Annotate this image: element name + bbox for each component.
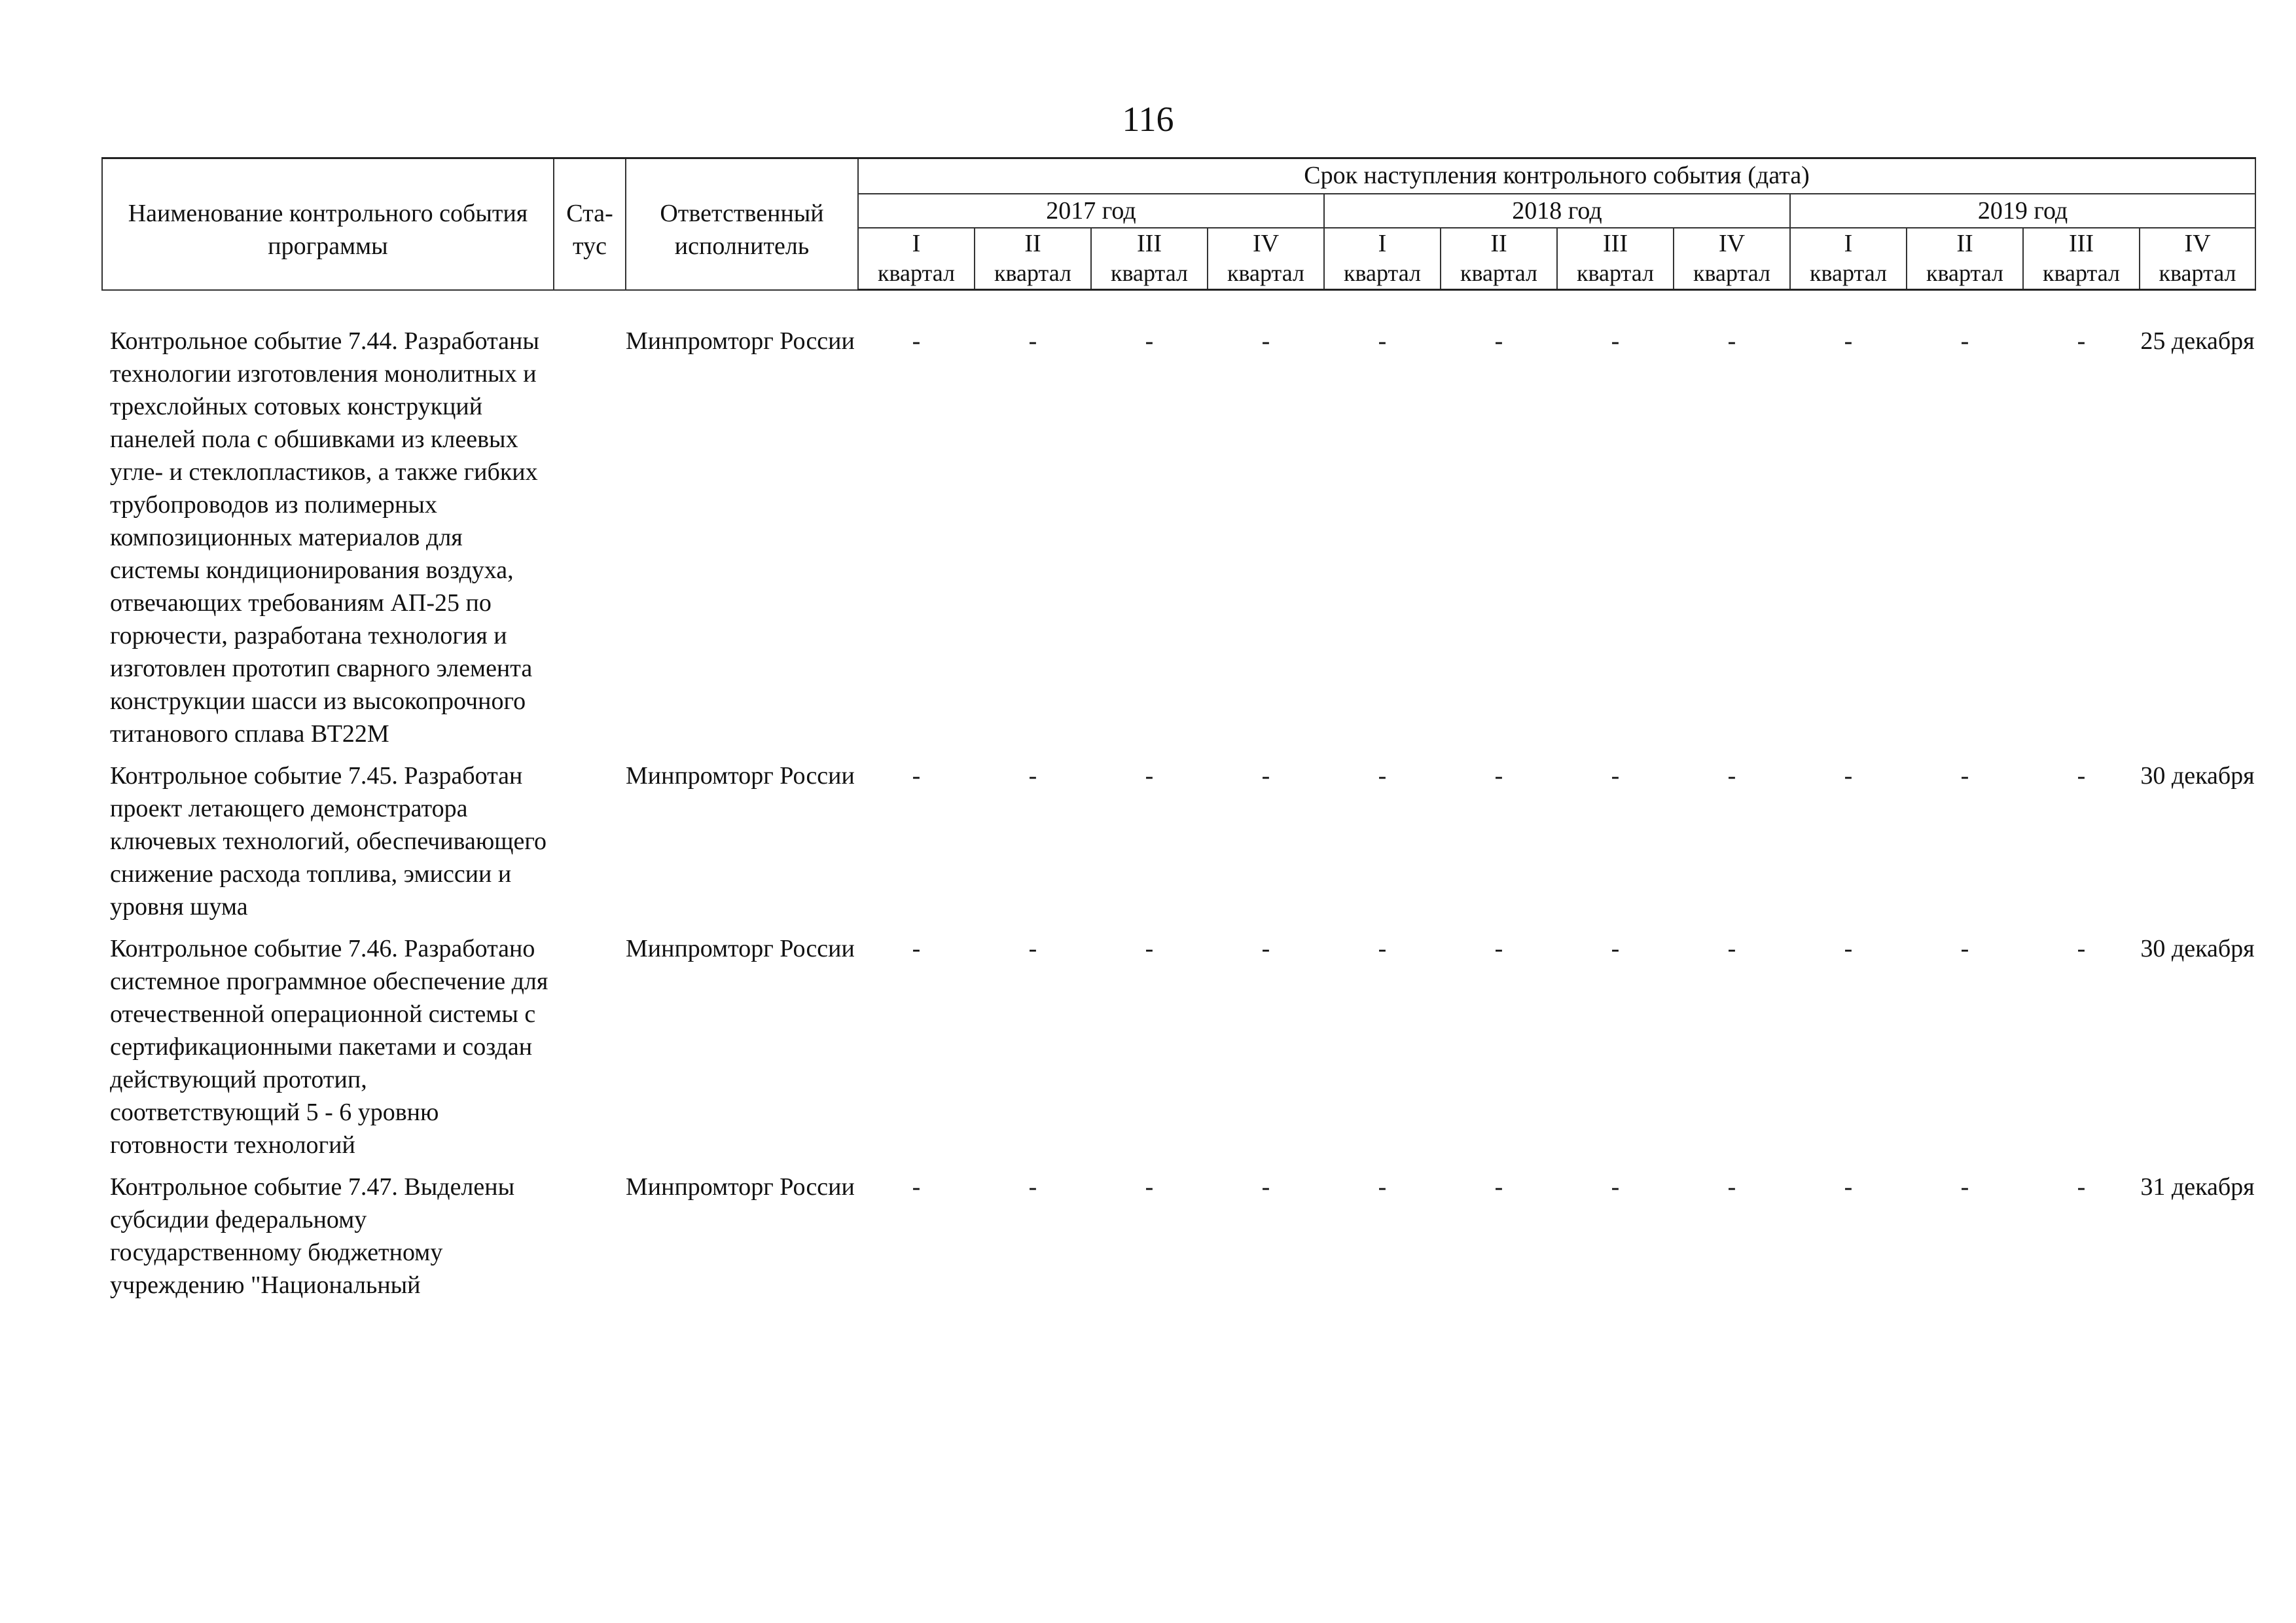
quarter-value: - <box>1844 762 1853 790</box>
event-status <box>554 325 626 759</box>
quarter-value: - <box>1378 327 1387 355</box>
header-quarter-label: квартал <box>1208 259 1324 290</box>
quarter-value: - <box>1145 935 1154 962</box>
quarter-value: - <box>1727 1173 1736 1201</box>
quarter-value: - <box>1378 762 1387 790</box>
header-quarter-number: II <box>1907 228 2023 259</box>
quarter-value: - <box>2077 1173 2086 1201</box>
header-quarter-number: IV <box>1674 228 1790 259</box>
table-body <box>102 290 2255 1311</box>
quarter-value: - <box>1727 327 1736 355</box>
header-year: 2019 год <box>1790 194 2255 228</box>
quarter-value: - <box>1844 935 1853 962</box>
event-final-date: 25 декабря <box>2140 327 2255 355</box>
event-final-date: 30 декабря <box>2140 762 2255 790</box>
quarter-value: - <box>912 327 921 355</box>
quarter-value: - <box>1960 762 1969 790</box>
header-quarter-label: квартал <box>1091 259 1208 290</box>
quarter-value: - <box>1611 762 1620 790</box>
table-row <box>102 1171 2255 1311</box>
header-quarter-number: IV <box>1208 228 1324 259</box>
event-final-date: 31 декабря <box>2140 1173 2255 1201</box>
quarter-value: - <box>2077 935 2086 962</box>
header-status: Ста-тус <box>554 158 626 290</box>
header-quarter-number: I <box>858 228 975 259</box>
header-responsible: Ответственный исполнитель <box>626 158 858 290</box>
quarter-value: - <box>1378 1173 1387 1201</box>
quarter-value: - <box>1960 327 1969 355</box>
quarter-value: - <box>1727 935 1736 962</box>
quarter-value: - <box>1960 935 1969 962</box>
quarter-value: - <box>912 762 921 790</box>
event-status <box>554 932 626 1171</box>
quarter-value: - <box>1611 327 1620 355</box>
quarter-value: - <box>1494 1173 1503 1201</box>
header-quarter-number: IV <box>2140 228 2255 259</box>
header-quarter-label: квартал <box>858 259 975 290</box>
event-responsible: Минпромторг России <box>626 327 855 355</box>
quarter-value: - <box>1261 935 1270 962</box>
quarter-value: - <box>1261 327 1270 355</box>
quarter-value: - <box>1261 1173 1270 1201</box>
control-events-table <box>101 157 2256 1311</box>
quarter-value: - <box>1727 762 1736 790</box>
header-quarter-label: квартал <box>1674 259 1790 290</box>
header-quarter-label: квартал <box>1557 259 1674 290</box>
quarter-value: - <box>1960 1173 1969 1201</box>
header-quarter-number: I <box>1324 228 1441 259</box>
quarter-value: - <box>1145 762 1154 790</box>
header-quarter-number: III <box>2023 228 2140 259</box>
quarter-value: - <box>1028 935 1037 962</box>
event-status <box>554 759 626 932</box>
quarter-value: - <box>1611 935 1620 962</box>
quarter-value: - <box>1378 935 1387 962</box>
header-quarter-number: II <box>1441 228 1557 259</box>
header-event-name: Наименование контрольного события программы <box>102 158 554 290</box>
event-name: Контрольное событие 7.45. Разработан проект летающего демонстратора ключевых технологий, обеспечивающего снижение расхода топлива, эмиссии и уровня шума <box>110 762 547 921</box>
quarter-value: - <box>1611 1173 1620 1201</box>
header-spacer <box>102 290 2255 325</box>
quarter-value: - <box>1494 935 1503 962</box>
table-row <box>102 759 2255 932</box>
event-name: Контрольное событие 7.47. Выделены субсидии федеральному государственному бюджетному учреждению "Национальный <box>110 1173 515 1299</box>
quarter-value: - <box>1028 762 1037 790</box>
page-number: 116 <box>1122 100 1174 139</box>
header-quarter-label: квартал <box>1907 259 2023 290</box>
quarter-value: - <box>1494 327 1503 355</box>
quarter-value: - <box>1028 1173 1037 1201</box>
event-responsible: Минпромторг России <box>626 1173 855 1201</box>
quarter-value: - <box>2077 327 2086 355</box>
header-quarter-label: квартал <box>1324 259 1441 290</box>
header-quarter-number: I <box>1790 228 1907 259</box>
header-quarter-number: III <box>1557 228 1674 259</box>
header-quarter-label: квартал <box>975 259 1091 290</box>
table-row <box>102 932 2255 1171</box>
quarter-value: - <box>1145 1173 1154 1201</box>
header-quarter-label: квартал <box>1441 259 1557 290</box>
header-quarter-number: III <box>1091 228 1208 259</box>
header-year: 2018 год <box>1324 194 1790 228</box>
header-quarter-label: квартал <box>2023 259 2140 290</box>
header-quarter-label: квартал <box>1790 259 1907 290</box>
spacer-cell <box>102 290 2255 325</box>
quarter-value: - <box>1844 1173 1853 1201</box>
quarter-value: - <box>912 935 921 962</box>
event-final-date: 30 декабря <box>2140 935 2255 962</box>
quarter-value: - <box>2077 762 2086 790</box>
event-name: Контрольное событие 7.46. Разработано системное программное обеспечение для отечественной операционной системы с сертификационными пакетами и создан действующий прототип, соответствующий 5 - 6 уровню готовности технологий <box>110 935 548 1159</box>
event-responsible: Минпромторг России <box>626 762 855 790</box>
header-quarter-number: II <box>975 228 1091 259</box>
quarter-value: - <box>1494 762 1503 790</box>
header-year: 2017 год <box>858 194 1324 228</box>
event-status <box>554 1171 626 1311</box>
quarter-value: - <box>1145 327 1154 355</box>
quarter-value: - <box>1844 327 1853 355</box>
header-quarter-label: квартал <box>2140 259 2255 290</box>
table-header <box>102 158 2255 290</box>
event-name: Контрольное событие 7.44. Разработаны технологии изготовления монолитных и трехслойных сотовых конструкций панелей пола с обшивками из клеевых угле- и стеклопластиков, а также гибких трубопроводов из полимерных композиционных материалов для системы кондиционирования воздуха, отвечающих требованиям АП-25 по горючести, разработана технология и изготовлен прототип сварного элемента конструкции шасси из высокопрочного титанового сплава ВТ22М <box>110 327 539 748</box>
quarter-value: - <box>1028 327 1037 355</box>
quarter-value: - <box>1261 762 1270 790</box>
event-responsible: Минпромторг России <box>626 935 855 962</box>
table-row <box>102 325 2255 759</box>
header-deadline: Срок наступления контрольного события (дата) <box>858 158 2255 194</box>
quarter-value: - <box>912 1173 921 1201</box>
